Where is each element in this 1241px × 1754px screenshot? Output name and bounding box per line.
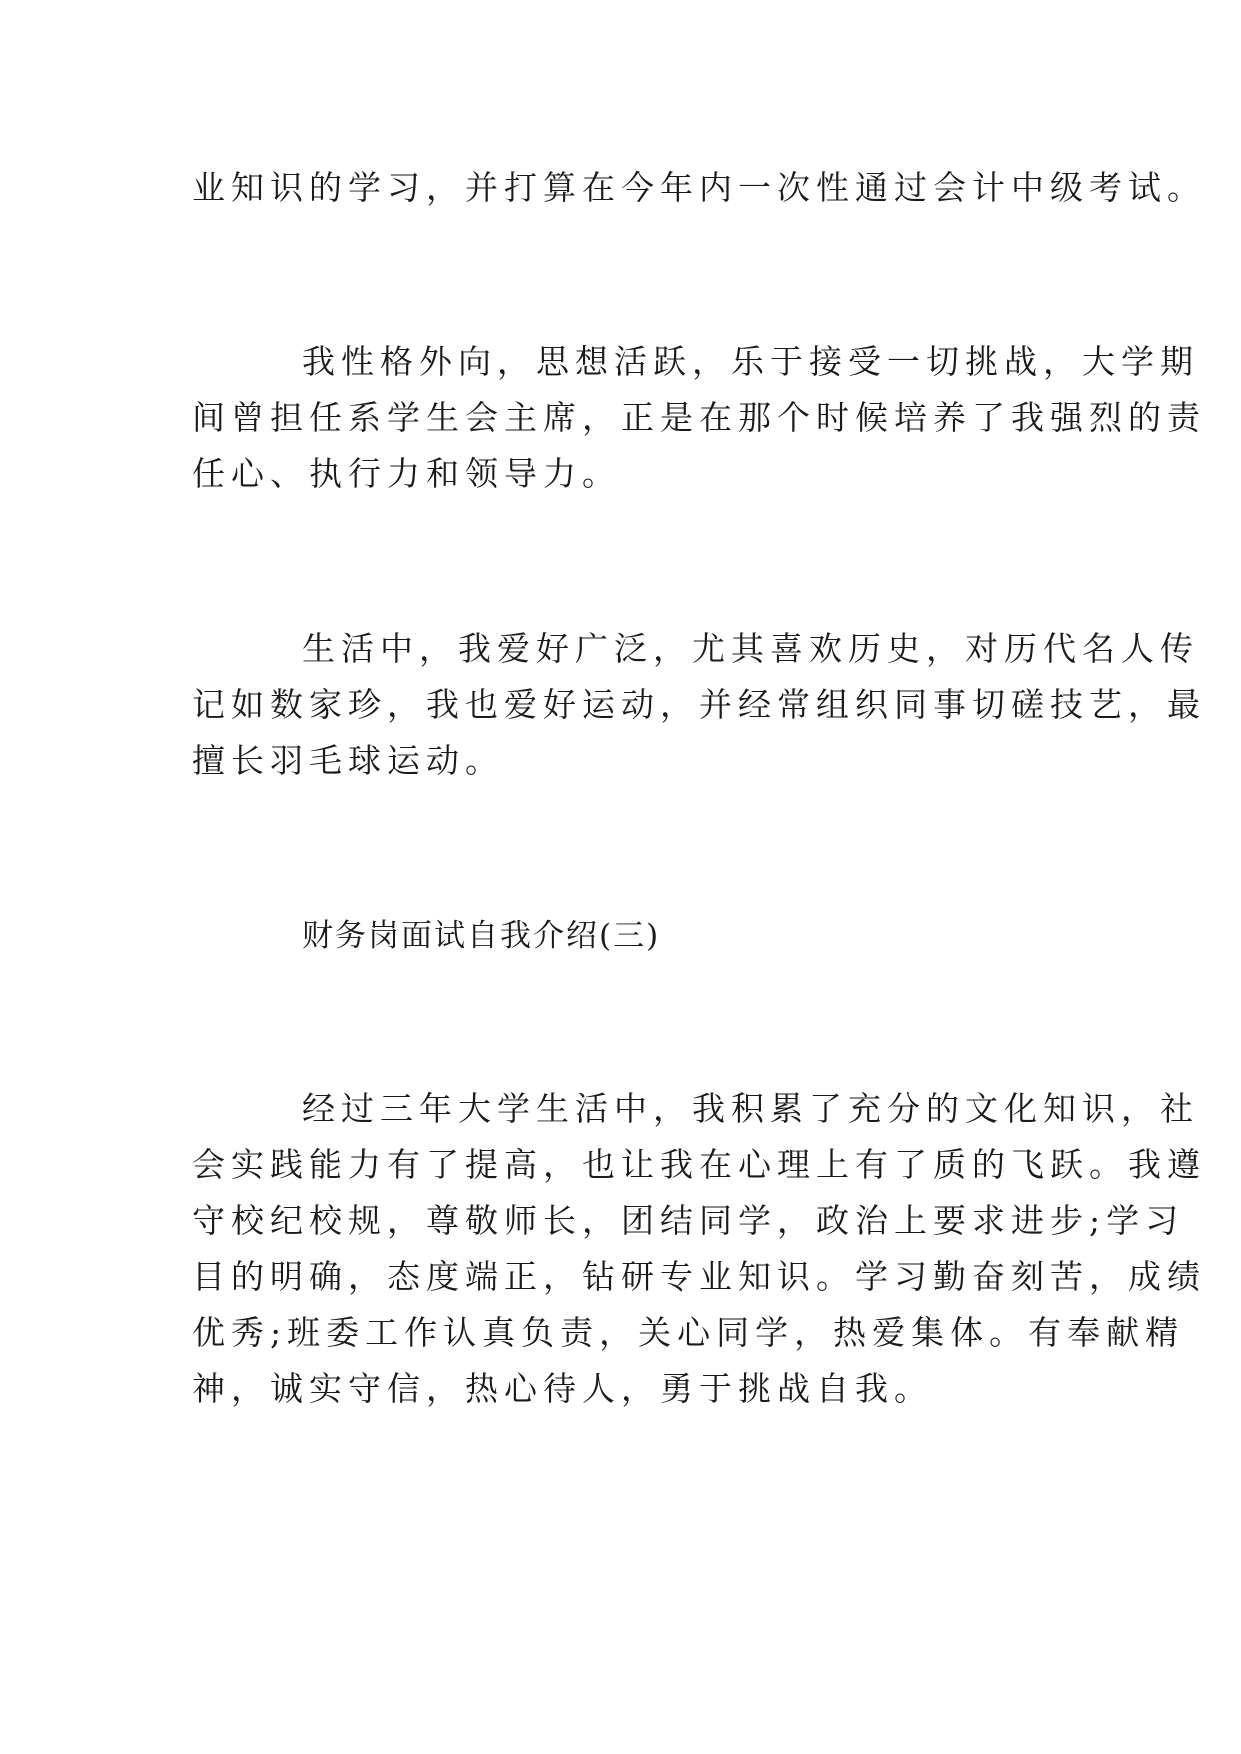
section-heading: 财务岗面试自我介绍(三) <box>302 918 661 954</box>
paragraph-1-line-1: 我性格外向，思想活跃，乐于接受一切挑战，大学期 <box>302 342 1199 381</box>
paragraph-2-line-3: 擅长羽毛球运动。 <box>192 741 504 780</box>
paragraph-2-line-1: 生活中，我爱好广泛，尤其喜欢历史，对历代名人传 <box>302 629 1199 668</box>
paragraph-2-line-2: 记如数家珍，我也爱好运动，并经常组织同事切磋技艺，最 <box>192 685 1206 724</box>
paragraph-3-line-1: 经过三年大学生活中，我积累了充分的文化知识，社 <box>302 1089 1199 1128</box>
paragraph-3-line-6: 神，诚实守信，热心待人，勇于挑战自我。 <box>192 1369 933 1408</box>
paragraph-3-line-4: 目的明确，态度端正，钻研专业知识。学习勤奋刻苦，成绩 <box>192 1257 1206 1296</box>
paragraph-1-line-2: 间曾担任系学生会主席，正是在那个时候培养了我强烈的责 <box>192 398 1206 437</box>
paragraph-0-line-1: 业知识的学习，并打算在今年内一次性通过会计中级考试。 <box>192 168 1206 207</box>
paragraph-3-line-3: 守校纪校规，尊敬师长，团结同学，政治上要求进步;学习 <box>192 1201 1185 1240</box>
paragraph-1-line-3: 任心、执行力和领导力。 <box>192 454 621 493</box>
paragraph-3-line-2: 会实践能力有了提高，也让我在心理上有了质的飞跃。我遵 <box>192 1145 1206 1184</box>
paragraph-3-line-5: 优秀;班委工作认真负责，关心同学，热爱集体。有奉献精 <box>192 1313 1185 1352</box>
